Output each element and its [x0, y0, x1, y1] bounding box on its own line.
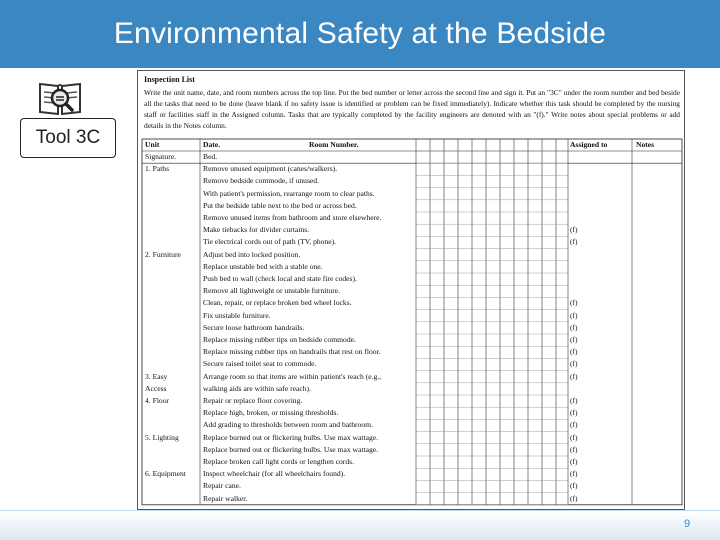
- slide-footer-bar: [0, 510, 720, 540]
- table-row: [138, 383, 686, 395]
- row-assigned: (f): [570, 444, 578, 454]
- table-row: [138, 358, 686, 370]
- table-row: [138, 200, 686, 212]
- row-task: Replace burned out or flickering bulbs. Use max wattage.: [203, 432, 379, 442]
- table-header-row: [138, 139, 686, 151]
- row-task: Clean, repair, or replace broken bed wheel locks.: [203, 298, 352, 308]
- slide-title: Environmental Safety at the Bedside: [113, 17, 607, 50]
- table-row: [138, 371, 686, 383]
- row-assigned: (f): [570, 237, 578, 247]
- table-row: [138, 285, 686, 297]
- row-assigned: (f): [570, 396, 578, 405]
- table-row: [138, 480, 686, 492]
- row-task: Replace missing rubber tips on handrails that rest on floor.: [203, 347, 381, 357]
- table-row: [138, 236, 686, 248]
- table-row: [138, 163, 686, 175]
- table-row: [138, 334, 686, 346]
- row-assigned: (f): [570, 432, 578, 442]
- row-task: Replace missing rubber tips on bedside commode.: [203, 335, 356, 344]
- row-assigned: (f): [570, 420, 578, 430]
- table-row: [138, 493, 686, 505]
- header-unit: Unit: [145, 140, 160, 149]
- row-task: Bed.: [203, 152, 218, 161]
- table-row: [138, 212, 686, 224]
- row-unit: 5. Lighting: [145, 432, 179, 442]
- row-assigned: (f): [570, 298, 578, 308]
- row-task: Replace high, broken, or missing thresholds.: [203, 408, 339, 418]
- table-row: [138, 224, 686, 236]
- row-task: Secure loose bathroom handrails.: [203, 322, 305, 332]
- row-assigned: (f): [570, 493, 578, 503]
- row-task: Remove unused equipment (canes/walkers).: [203, 164, 338, 174]
- slide-title-bar: [0, 0, 720, 68]
- table-row: [138, 188, 686, 200]
- table-row: [138, 261, 686, 273]
- row-assigned: (f): [570, 347, 578, 357]
- row-task: Replace burned out or flickering bulbs. Use max wattage.: [203, 444, 379, 454]
- row-assigned: (f): [570, 481, 578, 491]
- row-task: Make tiebacks for divider curtains.: [203, 225, 310, 235]
- table-row: [138, 346, 686, 358]
- row-task: Put the bedside table next to the bed or across bed.: [203, 200, 357, 210]
- header-date: Date.: [203, 140, 221, 149]
- row-task: Repair walker.: [203, 493, 248, 503]
- row-task: walking aids are within safe reach).: [203, 383, 311, 393]
- row-task: Arrange room so that items are within patient's reach (e.g.,: [203, 371, 382, 381]
- table-row: [138, 151, 686, 163]
- row-task: Remove bedside commode, if unused.: [203, 176, 319, 186]
- row-task: Inspect wheelchair (for all wheelchairs found).: [203, 469, 346, 479]
- row-task: Tie electrical cords out of path (TV, phone).: [203, 237, 337, 247]
- row-task: Remove all lightweight or unstable furniture.: [203, 286, 341, 296]
- row-assigned: (f): [570, 310, 578, 320]
- header-room-number: Room Number.: [309, 140, 359, 149]
- table-row: [138, 273, 686, 285]
- row-task: Repair cane.: [203, 481, 241, 491]
- table-row: [138, 395, 686, 407]
- inspection-table: [138, 71, 686, 511]
- page-number: 9: [684, 518, 691, 530]
- header-assigned-to: Assigned to: [570, 140, 608, 149]
- row-unit: 2. Furniture: [145, 249, 181, 259]
- tool-label: Tool 3C: [35, 127, 101, 148]
- row-task: Remove unused items from bathroom and store elsewhere.: [203, 213, 382, 222]
- row-task: Repair or replace floor covering.: [203, 396, 303, 405]
- table-row: [138, 249, 686, 261]
- table-row: [138, 456, 686, 468]
- table-row: [138, 175, 686, 187]
- row-task: Replace unstable bed with a stable one.: [203, 261, 323, 271]
- row-unit: 3. Easy: [145, 371, 168, 381]
- table-row: [138, 322, 686, 334]
- row-unit: Access: [145, 383, 167, 393]
- row-task: With patient's permission, rearrange room to clear paths.: [203, 188, 375, 198]
- row-task: Replace broken call light cords or lengthen cords.: [203, 457, 354, 466]
- book-magnifier-icon: [36, 78, 84, 118]
- table-row: [138, 297, 686, 309]
- table-row: [138, 444, 686, 456]
- row-assigned: (f): [570, 359, 578, 369]
- row-assigned: (f): [570, 469, 578, 479]
- row-task: Secure raised toilet seat to commode.: [203, 359, 317, 369]
- table-row: [138, 310, 686, 322]
- row-unit: 4. Floor: [145, 396, 170, 405]
- table-row: [138, 432, 686, 444]
- table-row: [138, 468, 686, 480]
- row-assigned: (f): [570, 335, 578, 344]
- row-unit: 6. Equipment: [145, 469, 186, 479]
- tool-label-box: [20, 118, 116, 158]
- row-task: Push bed to wall (check local and state fire codes).: [203, 274, 357, 283]
- document-instructions: Write the unit name, date, and room numbers across the top line. Put the bed number or letter across the second line and sign it. Put an "3C" under the room number and bed beside all the tasks that need to be done (leave blank if no safety issue is identified or problem can be fixed immediately). Indicate whether this task should be completed by the nursing staff or facilities staff in the Assigned column. Tasks that are typically completed by the facility engineers are denoted with an "(f)." Write notes about special problems or add details in the Notes column.: [144, 88, 680, 130]
- row-task: Add grading to thresholds between room and bathroom.: [203, 420, 373, 430]
- row-task: Fix unstable furniture.: [203, 310, 271, 320]
- row-assigned: (f): [570, 225, 578, 235]
- row-assigned: (f): [570, 408, 578, 418]
- row-assigned: (f): [570, 322, 578, 332]
- row-assigned: (f): [570, 371, 578, 381]
- row-unit: 1. Paths: [145, 164, 170, 174]
- row-task: Adjust bed into locked position.: [203, 249, 301, 259]
- inspection-list-document: [137, 70, 685, 510]
- table-row: [138, 419, 686, 431]
- header-notes: Notes: [636, 140, 655, 149]
- row-assigned: (f): [570, 457, 578, 466]
- table-row: [138, 407, 686, 419]
- row-unit: Signature.: [145, 152, 177, 161]
- document-title: Inspection List: [144, 75, 195, 84]
